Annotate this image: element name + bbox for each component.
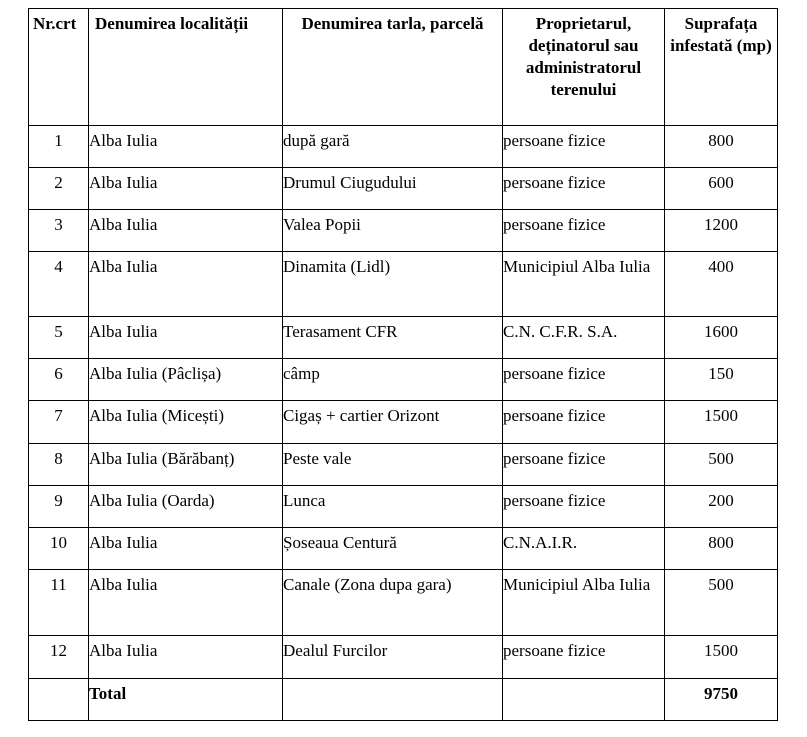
row-nr: 10	[29, 528, 89, 570]
row-area: 1500	[665, 401, 778, 444]
row-parcel: Lunca	[283, 486, 503, 528]
row-owner: Municipiul Alba Iulia	[503, 252, 665, 317]
row-owner: persoane fizice	[503, 210, 665, 252]
row-locality: Alba Iulia	[89, 570, 283, 636]
row-owner: persoane fizice	[503, 359, 665, 401]
row-area: 400	[665, 252, 778, 317]
row-parcel: Canale (Zona dupa gara)	[283, 570, 503, 636]
row-area: 150	[665, 359, 778, 401]
row-locality: Alba Iulia (Micești)	[89, 401, 283, 444]
row-owner: persoane fizice	[503, 486, 665, 528]
row-nr: 9	[29, 486, 89, 528]
header-parcel: Denumirea tarla, parcelă	[283, 9, 503, 126]
row-parcel: după gară	[283, 126, 503, 168]
row-area: 600	[665, 168, 778, 210]
row-nr: 12	[29, 636, 89, 679]
table-row	[29, 444, 778, 486]
row-parcel: Drumul Ciugudului	[283, 168, 503, 210]
table-row	[29, 359, 778, 401]
row-nr: 3	[29, 210, 89, 252]
row-owner: C.N.A.I.R.	[503, 528, 665, 570]
table-row	[29, 528, 778, 570]
header-row	[29, 9, 778, 126]
row-owner: persoane fizice	[503, 401, 665, 444]
row-nr: 1	[29, 126, 89, 168]
row-nr: 8	[29, 444, 89, 486]
table-row	[29, 317, 778, 359]
row-locality: Alba Iulia	[89, 528, 283, 570]
row-locality: Alba Iulia (Bărăbanț)	[89, 444, 283, 486]
table-row	[29, 486, 778, 528]
row-parcel: Dinamita (Lidl)	[283, 252, 503, 317]
total-row	[29, 679, 778, 721]
row-locality: Alba Iulia	[89, 126, 283, 168]
table-row	[29, 168, 778, 210]
total-label: Total	[89, 679, 283, 721]
row-area: 1200	[665, 210, 778, 252]
total-value: 9750	[665, 679, 778, 721]
table-row	[29, 570, 778, 636]
row-locality: Alba Iulia (Pâclișa)	[89, 359, 283, 401]
row-area: 500	[665, 570, 778, 636]
total-parcel-cell	[283, 679, 503, 721]
total-owner-cell	[503, 679, 665, 721]
row-parcel: Peste vale	[283, 444, 503, 486]
header-owner: Proprietarul, deținatorul sau administratorul terenului	[503, 9, 665, 126]
row-parcel: Terasament CFR	[283, 317, 503, 359]
table-row	[29, 252, 778, 317]
table-row	[29, 126, 778, 168]
row-nr: 2	[29, 168, 89, 210]
row-owner: persoane fizice	[503, 168, 665, 210]
header-locality: Denumirea localității	[89, 9, 283, 126]
row-parcel: Cigaș + cartier Orizont	[283, 401, 503, 444]
total-nr-cell	[29, 679, 89, 721]
row-locality: Alba Iulia	[89, 210, 283, 252]
row-area: 200	[665, 486, 778, 528]
header-area: Suprafața infestată (mp)	[665, 9, 778, 126]
row-nr: 6	[29, 359, 89, 401]
row-parcel: câmp	[283, 359, 503, 401]
row-area: 1500	[665, 636, 778, 679]
row-parcel: Valea Popii	[283, 210, 503, 252]
row-parcel: Șoseaua Centură	[283, 528, 503, 570]
table-row	[29, 210, 778, 252]
row-nr: 11	[29, 570, 89, 636]
row-locality: Alba Iulia (Oarda)	[89, 486, 283, 528]
row-area: 1600	[665, 317, 778, 359]
row-owner: persoane fizice	[503, 636, 665, 679]
row-area: 800	[665, 528, 778, 570]
row-nr: 5	[29, 317, 89, 359]
row-nr: 7	[29, 401, 89, 444]
row-locality: Alba Iulia	[89, 252, 283, 317]
row-locality: Alba Iulia	[89, 636, 283, 679]
table-row	[29, 401, 778, 444]
table-row	[29, 636, 778, 679]
row-parcel: Dealul Furcilor	[283, 636, 503, 679]
table-body	[29, 126, 778, 721]
infestation-table	[28, 8, 778, 721]
header-nr: Nr.crt	[29, 9, 89, 126]
row-nr: 4	[29, 252, 89, 317]
row-owner: persoane fizice	[503, 444, 665, 486]
row-locality: Alba Iulia	[89, 317, 283, 359]
row-owner: C.N. C.F.R. S.A.	[503, 317, 665, 359]
row-area: 500	[665, 444, 778, 486]
row-locality: Alba Iulia	[89, 168, 283, 210]
row-area: 800	[665, 126, 778, 168]
row-owner: persoane fizice	[503, 126, 665, 168]
row-owner: Municipiul Alba Iulia	[503, 570, 665, 636]
